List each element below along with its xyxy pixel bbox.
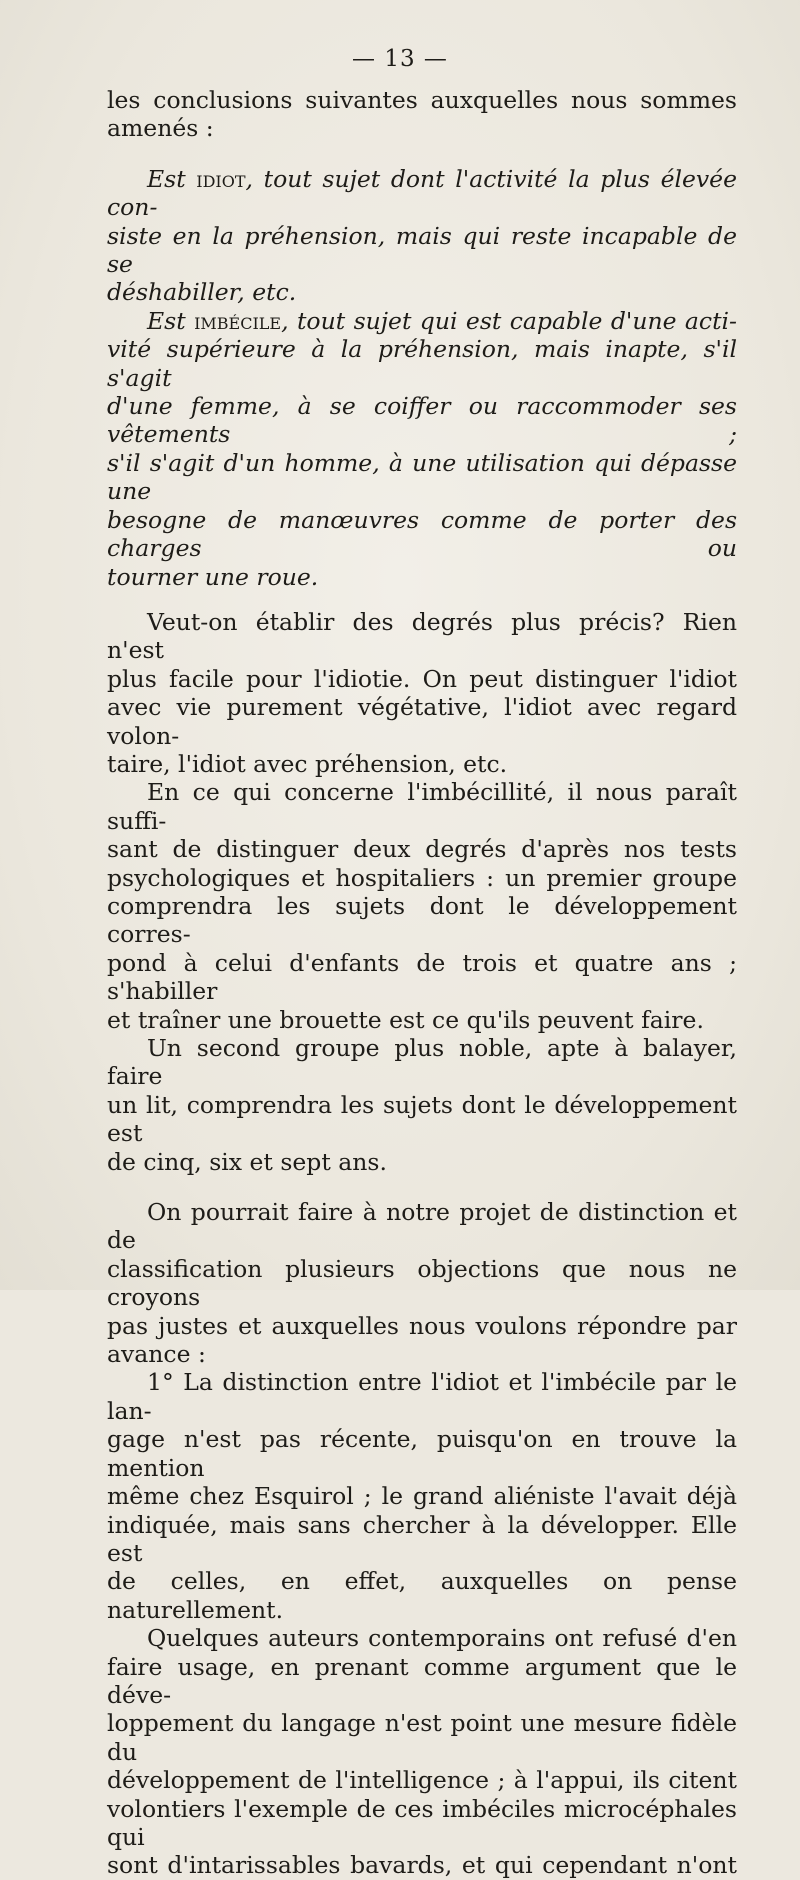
idiot-definition-line [107, 165, 737, 222]
first-objection-paragraph-line: indiquée, mais sans chercher à la développer. Elle est [107, 1510, 737, 1567]
page-body [107, 86, 737, 1880]
imbecile-definition-line: tourner une roue. [107, 562, 319, 591]
imbecile-definition-line [107, 307, 737, 335]
authors-paragraph-line: sont d'intarissables bavards, et qui cependant n'ont [107, 1851, 737, 1880]
degrees-paragraph-line: avec vie purement végétative, l'idiot avec regard volon- [107, 693, 737, 750]
idiot-definition-text: , tout sujet dont l'activité la plus élevée con- [107, 164, 737, 222]
first-objection-paragraph-line: même chez Esquirol ; le grand aliéniste l'avait déjà [107, 1482, 737, 1511]
first-objection-paragraph-line: gage n'est pas récente, puisqu'on en trouve la mention [107, 1425, 737, 1482]
intro-line: amenés : [107, 114, 214, 143]
imbecile-definition-line: d'une femme, à se coiffer ou raccommoder ses vêtements ; [107, 392, 737, 449]
authors-paragraph-line: développement de l'intelligence ; à l'appui, ils citent [107, 1766, 737, 1795]
imbecile-definition-pre: Est [147, 306, 186, 335]
objections-paragraph-line: pas justes et auxquelles nous voulons répondre par [107, 1311, 737, 1340]
idiot-definition-line: siste en la préhension, mais qui reste incapable de se [107, 221, 737, 279]
authors-paragraph-line: loppement du langage n'est point une mesure fidèle du [107, 1709, 737, 1766]
page-number: — 13 — [352, 46, 448, 72]
objections-paragraph-line: avance : [107, 1340, 206, 1369]
authors-paragraph-line: faire usage, en prenant comme argument que le déve- [107, 1652, 737, 1709]
imbecile-definition-line: s'il s'agit d'un homme, à une utilisation qui dépasse une [107, 448, 737, 506]
imbecillite-paragraph-line: psychologiques et hospitaliers : un premier groupe [107, 863, 737, 892]
authors-paragraph-line: Quelques auteurs contemporains ont refusé d'en [147, 1624, 737, 1653]
idiot-term: idiot [196, 164, 246, 193]
imbecillite-paragraph-line: sant de distinguer deux degrés d'après nos tests [107, 835, 737, 864]
degrees-paragraph-line: plus facile pour l'idiotie. On peut distinguer l'idiot [107, 664, 737, 693]
authors-paragraph-line: volontiers l'exemple de ces imbéciles microcéphales qui [107, 1794, 737, 1851]
idiot-definition-pre: Est [147, 164, 186, 193]
imbecile-definition-text: , tout sujet qui est capable d'une acti- [281, 306, 737, 335]
second-group-paragraph-line: Un second groupe plus noble, apte à balayer, faire [107, 1034, 737, 1091]
degrees-paragraph-line: Veut-on établir des degrés plus précis? Rien n'est [107, 607, 737, 665]
degrees-paragraph-line: taire, l'idiot avec préhension, etc. [107, 749, 508, 778]
imbecillite-paragraph-line: pond à celui d'enfants de trois et quatre ans ; s'habiller [107, 948, 737, 1006]
imbecillite-paragraph-line: comprendra les sujets dont le développement corres- [107, 891, 737, 949]
imbecillite-paragraph-line: En ce qui concerne l'imbécillité, il nous paraît suffi- [107, 778, 737, 835]
objections-paragraph-line: On pourrait faire à notre projet de distinction et de [107, 1198, 737, 1255]
second-group-paragraph-line: de cinq, six et sept ans. [107, 1147, 387, 1176]
imbecillite-paragraph-line: et traîner une brouette est ce qu'ils peuvent faire. [107, 1005, 704, 1034]
intro-line: les conclusions suivantes auxquelles nous sommes [107, 86, 737, 114]
first-objection-paragraph-line: 1° La distinction entre l'idiot et l'imbécile par le lan- [107, 1368, 737, 1425]
objections-paragraph-line: classification plusieurs objections que nous ne croyons [107, 1254, 737, 1312]
second-group-paragraph-line: un lit, comprendra les sujets dont le développement est [107, 1090, 737, 1148]
first-objection-paragraph-line: de celles, en effet, auxquelles on pense naturellement. [107, 1567, 737, 1624]
idiot-definition-line: déshabiller, etc. [107, 278, 297, 307]
imbecile-definition-line: besogne de manœuvres comme de porter des charges ou [107, 505, 737, 563]
imbecile-term: imbécile [194, 306, 282, 335]
imbecile-definition-line: vité supérieure à la préhension, mais inapte, s'il s'agit [107, 335, 737, 392]
